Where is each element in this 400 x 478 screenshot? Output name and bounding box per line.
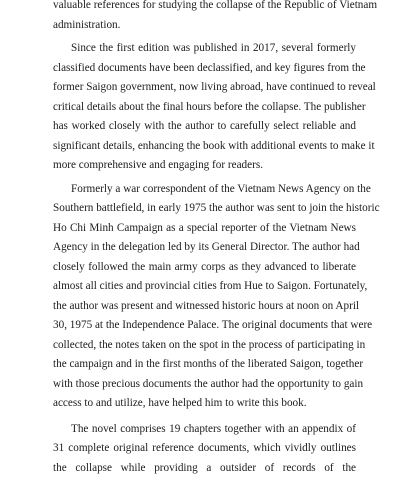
text-line: Formerly a war correspondent of the Vietnam News Agency on the: [53, 180, 356, 200]
text-line: the author was present and witnessed historic hours at noon on April: [53, 297, 356, 317]
text-line: Southern battlefield, in early 1975 the author was sent to join the historic: [53, 199, 356, 219]
text-line: almost all cities and provincial cities from Hue to Saigon. Fortunately,: [53, 277, 356, 297]
paragraph: [53, 0, 356, 35]
text-line: access to and utilize, have helped him to write this book.: [53, 394, 356, 414]
text-line: Since the first edition was published in 2017, several formerly: [53, 39, 356, 59]
text-line: significant details, enhancing the book with additional events to make it: [53, 137, 356, 157]
text-line: the collapse while providing a outsider of records of the: [53, 459, 356, 478]
text-line: former Saigon government, now living abroad, have continued to reveal: [53, 78, 356, 98]
text-line: has worked closely with the author to carefully select reliable and: [53, 117, 356, 137]
text-line: 30, 1975 at the Independence Palace. The original documents that were: [53, 316, 356, 336]
body-text: [53, 0, 356, 478]
paragraph: [53, 180, 356, 414]
text-line: valuable references for studying the collapse of the Republic of Vietnam: [53, 0, 356, 16]
text-line: closely followed the main army corps as they advanced to liberate: [53, 258, 356, 278]
text-line: Ho Chi Minh Campaign as a special reporter of the Vietnam News: [53, 219, 356, 239]
paragraph: [53, 39, 356, 176]
text-line: with those precious documents the author had the opportunity to gain: [53, 375, 356, 395]
paragraph: [53, 420, 356, 478]
text-line: The novel comprises 19 chapters together with an appendix of: [53, 420, 356, 440]
text-line: administration.: [53, 16, 356, 36]
text-line: 31 complete original reference documents, which vividly outlines: [53, 439, 356, 459]
text-line: Agency in the delegation led by its General Director. The author had: [53, 238, 356, 258]
text-line: more comprehensive and engaging for readers.: [53, 156, 356, 176]
text-line: classified documents have been declassified, and key figures from the: [53, 59, 356, 79]
text-line: collected, the notes taken on the spot in the process of participating in: [53, 336, 356, 356]
text-line: critical details about the final hours before the collapse. The publisher: [53, 98, 356, 118]
text-line: the campaign and in the first months of the liberated Saigon, together: [53, 355, 356, 375]
